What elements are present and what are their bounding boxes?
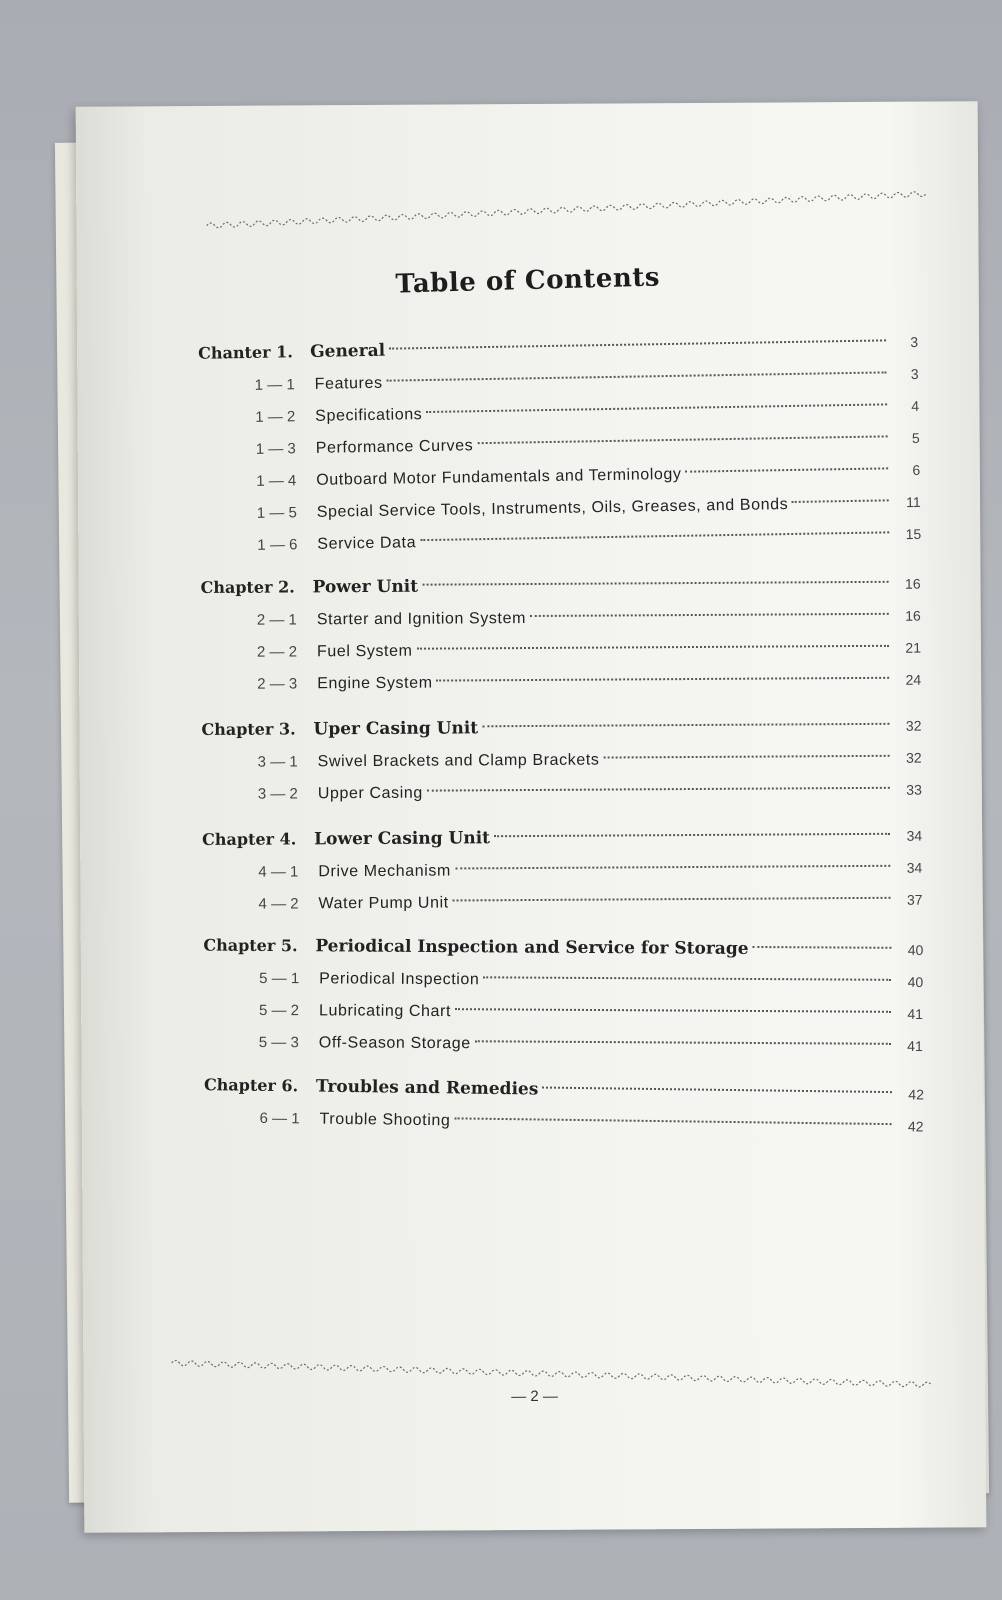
dot-leader <box>427 787 890 792</box>
section-entry-title: Fuel System <box>316 642 413 661</box>
section-entry-title: Lubricating Chart <box>318 1002 452 1021</box>
dot-leader <box>603 755 889 759</box>
dot-leader <box>494 833 890 837</box>
dot-leader <box>792 499 889 503</box>
section-entry-title: Starter and Ignition System <box>316 610 527 629</box>
dot-leader <box>422 581 889 586</box>
section-entry-page-number: 5 <box>911 429 920 446</box>
chapter-entry-title: Periodical Inspection and Service for Storage <box>315 936 749 959</box>
section-entry-page-number: 40 <box>907 973 924 991</box>
section-entry[interactable] <box>203 994 923 1030</box>
chapter-entry-number: Chapter 2. <box>200 577 295 598</box>
dot-leader <box>454 1117 891 1125</box>
section-entry-number: 5 — 3 <box>258 1033 299 1052</box>
section-entry-title: Performance Curves <box>315 437 474 457</box>
dot-leader <box>453 897 891 902</box>
section-entry-page-number: 41 <box>907 1005 924 1023</box>
section-entry-title: Swivel Brackets and Clamp Brackets <box>317 751 600 771</box>
chapter-entry-title: Lower Casing Unit <box>314 828 491 850</box>
section-entry-title: Periodical Inspection <box>319 970 480 989</box>
chapter-block <box>203 930 924 1062</box>
chapter-entry-page-number: 42 <box>908 1086 925 1103</box>
chapter-entry-number: Chapter 4. <box>202 829 297 850</box>
dot-leader <box>530 613 889 617</box>
chapter-entry-page-number: 3 <box>910 333 919 350</box>
dot-leader <box>387 371 887 381</box>
section-entry-number: 4 — 2 <box>258 895 299 913</box>
section-entry-number: 2 — 3 <box>257 675 298 693</box>
section-entry-title: Specifications <box>315 406 423 425</box>
section-entry-title: Drive Mechanism <box>318 862 451 881</box>
section-entry-number: 2 — 1 <box>256 611 297 629</box>
dot-leader <box>753 946 892 949</box>
chapter-entry[interactable] <box>201 710 921 746</box>
chapter-entry-number: Chapter 6. <box>203 1075 299 1096</box>
chapter-entry[interactable] <box>202 820 922 856</box>
section-entry-title: Engine System <box>317 674 433 693</box>
decorative-wave-border-top <box>206 186 926 234</box>
section-entry[interactable] <box>202 774 922 810</box>
section-entry-page-number: 21 <box>905 639 922 656</box>
chapter-entry[interactable] <box>203 930 923 966</box>
dot-leader <box>416 645 888 650</box>
chapter-entry[interactable] <box>200 568 920 604</box>
section-entry-number: 3 — 1 <box>257 753 298 771</box>
chapter-entry-number: Chapter 3. <box>201 719 296 740</box>
section-entry-number: 1 — 6 <box>257 536 298 554</box>
chapter-entry-number: Chapter 5. <box>203 935 298 956</box>
section-entry-title: Water Pump Unit <box>318 894 449 913</box>
dot-leader <box>482 723 889 727</box>
section-entry[interactable] <box>201 632 921 668</box>
section-entry-page-number: 42 <box>907 1118 924 1135</box>
section-entry[interactable] <box>201 600 921 636</box>
section-entry-title: Features <box>314 374 383 393</box>
section-entry-page-number: 34 <box>906 859 923 876</box>
chapter-entry-title: Power Unit <box>312 576 419 598</box>
section-entry-title: Service Data <box>317 534 417 553</box>
section-entry-title: Upper Casing <box>317 784 423 803</box>
chapter-entry-page-number: 40 <box>907 941 924 959</box>
section-entry[interactable] <box>203 1026 923 1062</box>
dot-leader <box>475 1040 891 1045</box>
section-entry[interactable] <box>202 852 922 888</box>
chapter-block <box>202 820 923 920</box>
section-entry-title: Special Service Tools, Instruments, Oils, Greases, and Bonds <box>316 496 789 521</box>
chapter-entry-title: Uper Casing Unit <box>313 718 479 740</box>
dot-leader <box>420 531 889 541</box>
section-entry-page-number: 24 <box>905 671 922 688</box>
section-entry-title: Outboard Motor Fundamentals and Terminology <box>316 465 682 489</box>
section-entry-page-number: 15 <box>905 525 922 543</box>
chapter-entry-page-number: 34 <box>906 827 923 844</box>
table-of-contents <box>199 330 924 1154</box>
section-entry-number: 4 — 1 <box>258 863 299 881</box>
section-entry[interactable] <box>203 962 923 998</box>
chapter-entry-page-number: 32 <box>905 717 922 734</box>
page-number: — 2 — <box>511 1387 558 1406</box>
section-entry[interactable] <box>202 742 922 778</box>
section-entry-page-number: 32 <box>906 749 922 766</box>
section-entry-page-number: 37 <box>906 891 923 908</box>
booklet-page <box>76 101 987 1532</box>
section-entry-page-number: 41 <box>907 1037 923 1055</box>
section-entry-title: Trouble Shooting <box>319 1110 451 1130</box>
chapter-block <box>200 568 921 700</box>
chapter-block <box>198 326 922 562</box>
chapter-entry-number: Chanter 1. <box>198 342 293 363</box>
section-entry-number: 3 — 2 <box>257 785 298 803</box>
section-entry-number: 5 — 2 <box>258 1001 300 1020</box>
chapter-entry-title: General <box>309 340 386 362</box>
section-entry-number: 1 — 5 <box>256 504 297 522</box>
dot-leader <box>389 339 886 349</box>
section-entry-page-number: 33 <box>906 781 922 798</box>
section-entry-page-number: 4 <box>911 397 920 414</box>
section-entry-number: 6 — 1 <box>259 1109 300 1128</box>
section-entry-page-number: 6 <box>912 461 921 478</box>
section-entry-number: 1 — 4 <box>256 472 297 490</box>
section-entry-page-number: 16 <box>905 607 921 624</box>
dot-leader <box>455 1008 891 1013</box>
chapter-block <box>201 710 922 810</box>
section-entry-number: 1 — 2 <box>255 408 296 426</box>
section-entry-number: 1 — 1 <box>254 376 295 394</box>
section-entry-page-number: 11 <box>906 493 921 511</box>
section-entry[interactable] <box>201 664 921 700</box>
page-title: Table of Contents <box>395 262 661 300</box>
dot-leader <box>483 976 891 980</box>
section-entry-page-number: 3 <box>910 365 919 382</box>
chapter-entry-page-number: 16 <box>904 575 921 592</box>
section-entry-title: Off-Season Storage <box>318 1034 471 1053</box>
section-entry[interactable] <box>202 884 922 920</box>
section-entry-number: 5 — 1 <box>259 969 300 988</box>
chapter-entry-title: Troubles and Remedies <box>315 1076 539 1100</box>
dot-leader <box>542 1087 892 1094</box>
dot-leader <box>685 467 888 472</box>
chapter-block <box>203 1069 924 1142</box>
dot-leader <box>437 677 890 682</box>
dot-leader <box>477 435 887 444</box>
section-entry-number: 2 — 2 <box>256 643 298 661</box>
section-entry-number: 1 — 3 <box>255 440 296 458</box>
dot-leader <box>426 403 887 413</box>
dot-leader <box>455 865 890 870</box>
